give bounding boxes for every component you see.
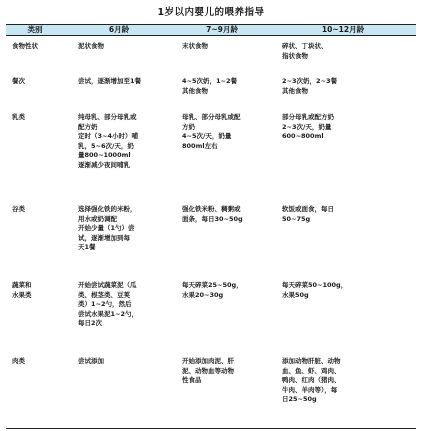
header-7-9-months: 7~9月龄 (206, 25, 238, 34)
row-category: 蔬菜和 水果类 (12, 281, 32, 299)
cell-6-months: 纯母乳、部分母乳或 配方奶 定时（3~4小时）哺 乳，5~6次/天，奶 量800~1000ml 逐渐减少夜间哺乳 (78, 113, 138, 169)
row-category: 食物性状 (12, 42, 38, 50)
cell-10-12-months: 添加动物肝脏、动物 血、鱼、虾、鸡肉、 鸭肉、红肉（猪肉、 牛肉、羊肉等），每 日25~50g (282, 357, 341, 403)
cell-10-12-months: 2~3次奶，2~3餐 其他食物 (282, 77, 337, 95)
cell-7-9-months: 4~5次奶，1~2餐 其他食物 (182, 77, 237, 95)
row-category: 肉类 (12, 357, 25, 365)
table-title: 1岁以内婴儿的喂养指导 (157, 7, 265, 18)
cell-6-months: 开始尝试蔬菜泥（瓜 类、根茎类、豆荚 类）1~2勺，然后 尝试水果泥1~2勺， 每日2次 (78, 281, 138, 327)
header-6-months: 6月龄 (108, 25, 130, 34)
cell-7-9-months: 末状食物 (182, 42, 208, 50)
cell-7-9-months: 开始添加肉泥、肝 泥、动物血等动物 性食品 (182, 357, 234, 384)
cell-7-9-months: 每天碎菜25~50g， 水果20~30g (182, 281, 243, 299)
table-header (6, 24, 416, 36)
header-10-12-months: 10~12月龄 (321, 25, 365, 34)
cell-7-9-months: 强化铁米粉、稠粥或 面条，每日30~50g (182, 205, 243, 223)
cell-7-9-months: 母乳、部分母乳或配 方奶 4~5次/天，奶量 800ml左右 (182, 113, 241, 150)
table-bottom-rule (6, 428, 416, 429)
cell-6-months: 选择强化铁的米粉， 用水或奶调配 开始少量（1勺）尝 试，逐渐增加到每 天1餐 (78, 205, 137, 251)
row-category: 谷类 (12, 205, 25, 213)
cell-6-months: 泥状食物 (78, 42, 104, 50)
cell-10-12-months: 碎状、丁块状、 指状食物 (282, 42, 328, 60)
row-category: 餐次 (12, 77, 25, 85)
cell-6-months: 尝试，逐渐增加至1餐 (78, 77, 142, 85)
cell-10-12-months: 每天碎菜50~100g， 水果50g (282, 281, 348, 299)
row-category: 乳类 (12, 113, 25, 121)
cell-10-12-months: 部分母乳或配方奶 2~3次/天，奶量 600~800ml (282, 113, 334, 140)
cell-6-months: 尝试添加 (78, 357, 104, 365)
cell-10-12-months: 软饭或面食，每日 50~75g (282, 205, 334, 223)
header-category: 类别 (27, 25, 43, 34)
